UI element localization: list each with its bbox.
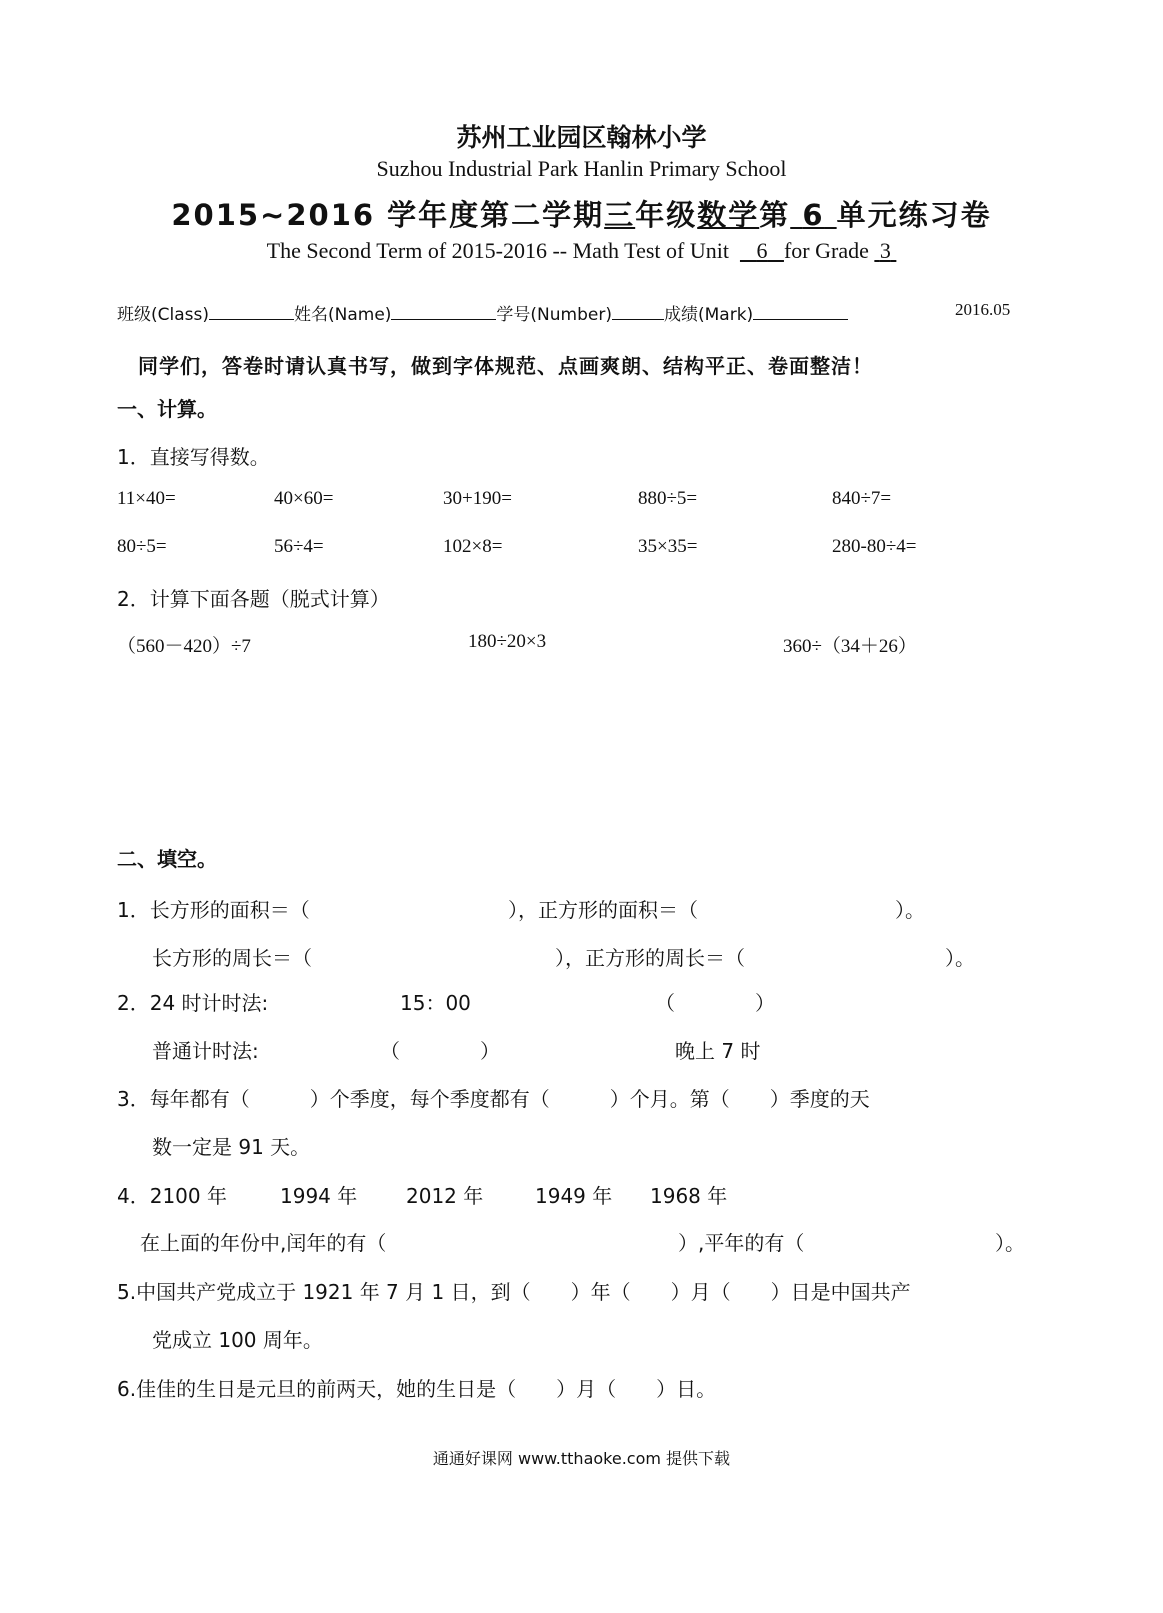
class-blank[interactable] (209, 303, 294, 320)
fill-q5-line2: 党成立 100 周年。 (152, 1328, 323, 1352)
motto: 同学们，答卷时请认真书写，做到字体规范、点画爽朗、结构平正、卷面整洁！ (138, 354, 873, 378)
calc-item: 80÷5= (117, 536, 167, 557)
exam-title-cn (0, 193, 1163, 234)
fill-q1-e: ），正方形的周长＝（ (555, 946, 745, 970)
fill-q4-year: 1968 年 (650, 1184, 728, 1208)
section2-heading: 二、填空。 (117, 847, 217, 871)
fill-q2-time2: 晚上 7 时 (675, 1039, 761, 1063)
fill-q1-c: ）。 (895, 898, 925, 922)
calc-item: 40×60= (274, 488, 334, 509)
fill-q2-time1: 15：00 (400, 991, 471, 1015)
footer-credit: 通通好课网 www.tthaoke.com 提供下载 (432, 1449, 731, 1468)
fill-q5-line1: 5.中国共产党成立于 1921 年 7 月 1 日，到（ ）年（ ）月（ ）日是中国共产 (117, 1280, 911, 1304)
section1-q2-title: 2．计算下面各题（脱式计算） (117, 587, 390, 611)
calc-item: 56÷4= (274, 536, 324, 557)
fill-q3-line2: 数一定是 91 天。 (152, 1135, 311, 1159)
fill-q6: 6.佳佳的生日是元旦的前两天，她的生日是（ ）月（ ）日。 (117, 1377, 717, 1401)
mark-blank[interactable] (753, 303, 848, 320)
fill-q3-line1: 3．每年都有（ ）个季度，每个季度都有（ ）个月。第（ ）季度的天 (117, 1087, 870, 1111)
title-en-mid: for Grade (783, 238, 869, 263)
calc-expression: 360÷（34＋26） (783, 636, 917, 657)
name-label: 姓名(Name) (294, 305, 392, 325)
title-en-prefix: The Second Term of 2015-2016 -- Math Test of Unit (266, 238, 729, 263)
calc-expression: （560－420）÷7 (117, 636, 251, 657)
school-name-cn: 苏州工业园区翰林小学 (456, 123, 707, 152)
fill-q4-year: 4．2100 年 (117, 1184, 227, 1208)
mark-label: 成绩(Mark) (663, 305, 754, 325)
calc-expression: 180÷20×3 (468, 631, 547, 652)
fill-q4-year: 2012 年 (406, 1184, 484, 1208)
title-en-grade: 3 (879, 238, 891, 263)
fill-q1-d: 长方形的周长＝（ (152, 946, 312, 970)
title-part1: 2015~2016 学年度第二学期 (171, 198, 605, 232)
calc-item: 102×8= (443, 536, 503, 557)
fill-q2-paren2: （ ） (380, 1039, 500, 1063)
fill-q4-line2-a: 在上面的年份中,闰年的有（ (140, 1231, 387, 1255)
student-info-line (117, 300, 848, 325)
fill-q4-line2-c: ）。 (995, 1231, 1025, 1255)
fill-q4-year: 1994 年 (280, 1184, 358, 1208)
calc-item: 880÷5= (638, 488, 698, 509)
section1-heading: 一、计算。 (117, 397, 217, 421)
class-label: 班级(Class) (117, 305, 209, 325)
number-label: 学号(Number) (496, 305, 612, 325)
fill-q2-paren1: （ ） (655, 991, 775, 1015)
fill-q2-label2: 普通计时法: (152, 1039, 259, 1063)
exam-date: 2016.05 (955, 300, 1011, 319)
title-part4: 单元练习卷 (836, 198, 992, 232)
title-grade: 三 (604, 198, 636, 232)
title-part3: 第 (759, 198, 791, 232)
section1-q1-title: 1．直接写得数。 (117, 445, 270, 469)
fill-q4-line2-b: ）,平年的有（ (678, 1231, 805, 1255)
fill-q4-year: 1949 年 (535, 1184, 613, 1208)
calc-item: 11×40= (117, 488, 176, 509)
title-unit: 6 (802, 198, 825, 232)
name-blank[interactable] (391, 303, 496, 320)
calc-item: 35×35= (638, 536, 698, 557)
fill-q1-b: ），正方形的面积＝（ (508, 898, 698, 922)
calc-item: 30+190= (443, 488, 512, 509)
school-name-en: Suzhou Industrial Park Hanlin Primary School (376, 156, 787, 181)
fill-q1-f: ）。 (945, 946, 975, 970)
title-subject: 数学 (697, 198, 760, 232)
fill-q2-label1: 2．24 时计时法: (117, 991, 269, 1015)
calc-item: 280-80÷4= (832, 536, 917, 557)
title-part2: 年级 (635, 198, 698, 232)
number-blank[interactable] (612, 303, 664, 320)
title-en-unit: 6 (756, 238, 768, 263)
exam-title-en (0, 238, 1163, 264)
calc-item: 840÷7= (832, 488, 892, 509)
fill-q1-a: 1．长方形的面积＝（ (117, 898, 310, 922)
